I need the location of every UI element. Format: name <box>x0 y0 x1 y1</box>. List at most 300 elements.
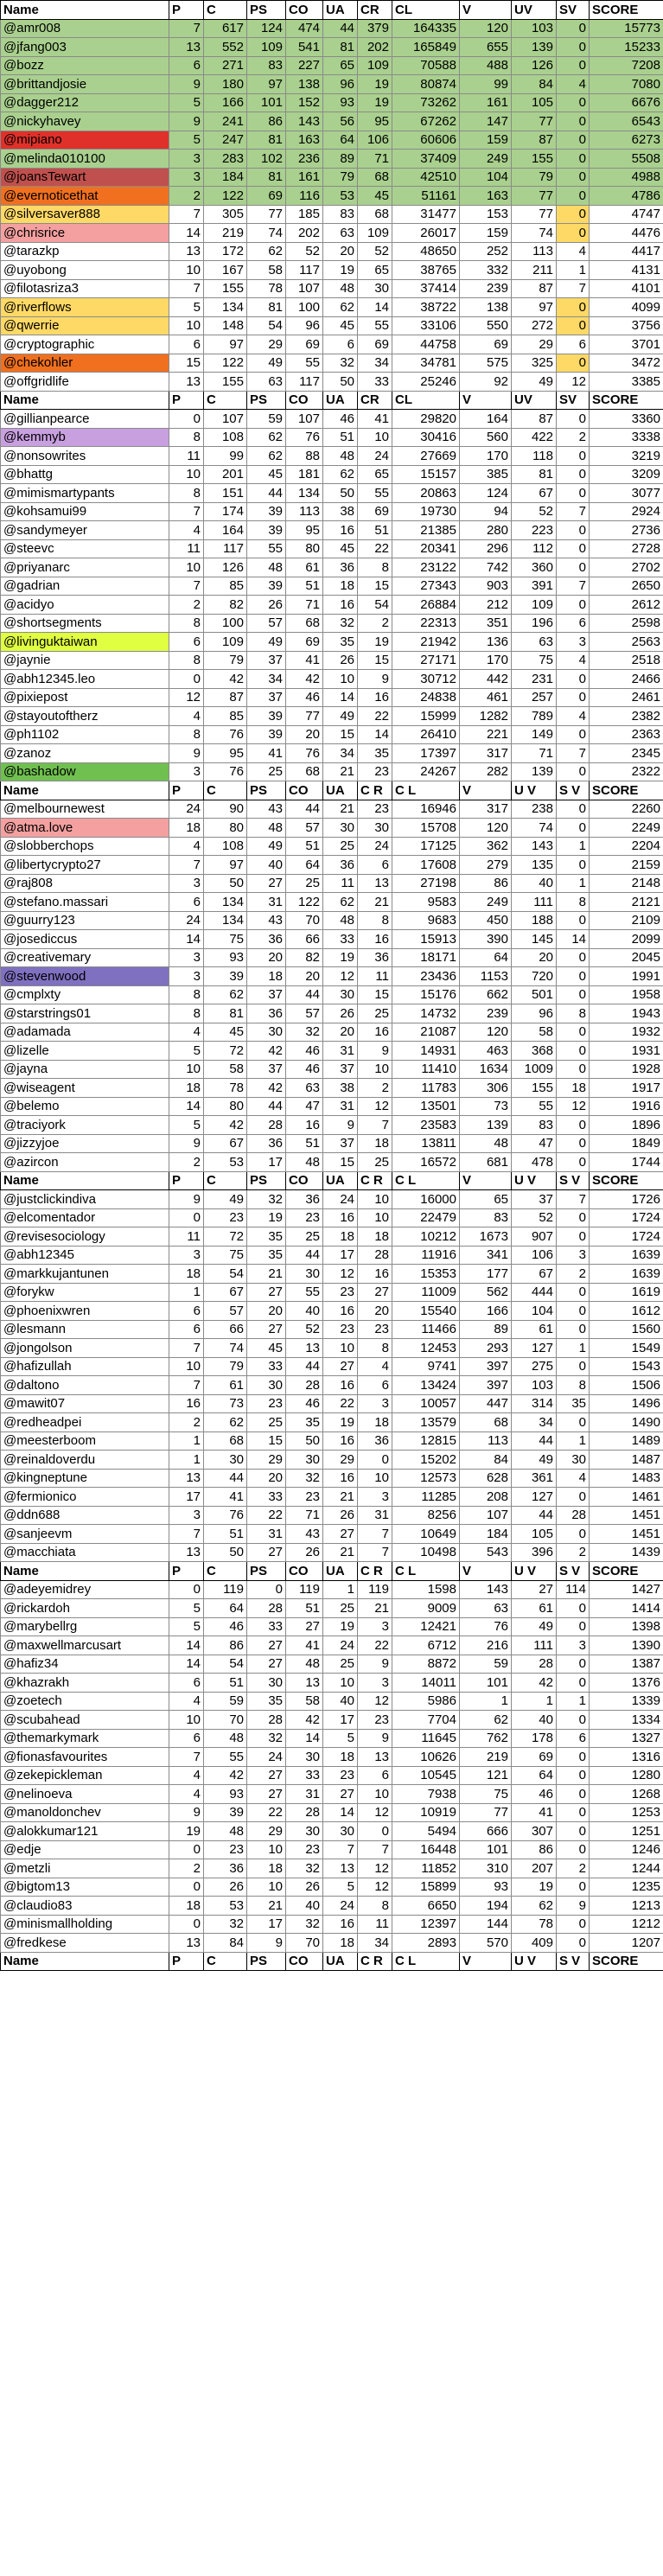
cell-sv: 12 <box>557 1097 590 1116</box>
cell-cr: 109 <box>358 224 392 243</box>
cell-cl: 14931 <box>392 1042 460 1061</box>
user-name-cell: @belemo <box>1 1097 169 1116</box>
cell-p: 5 <box>169 1617 204 1636</box>
cell-sv: 0 <box>557 967 590 986</box>
cell-uv: 83 <box>512 1116 557 1135</box>
cell-uv: 74 <box>512 224 557 243</box>
column-header-cr: C R <box>358 1562 392 1581</box>
cell-p: 10 <box>169 316 204 335</box>
cell-cr: 34 <box>358 1934 392 1953</box>
cell-co: 69 <box>286 335 323 354</box>
cell-uv: 81 <box>512 465 557 484</box>
cell-co: 28 <box>286 1376 323 1395</box>
cell-ps: 30 <box>247 1023 286 1042</box>
cell-cr: 16 <box>358 1023 392 1042</box>
cell-sv: 1 <box>557 837 590 856</box>
cell-p: 6 <box>169 893 204 912</box>
column-header-cl: CL <box>392 1 460 20</box>
table-row <box>1 893 663 912</box>
cell-uv: 111 <box>512 1636 557 1655</box>
cell-ua: 1 <box>323 1580 358 1599</box>
cell-sv: 0 <box>557 1674 590 1693</box>
cell-c: 85 <box>204 577 247 596</box>
table-row <box>1 874 663 893</box>
table-row <box>1 558 663 577</box>
cell-uv: 275 <box>512 1357 557 1376</box>
cell-cl: 16946 <box>392 800 460 819</box>
cell-ua: 37 <box>323 1134 358 1153</box>
cell-v: 184 <box>460 1525 512 1544</box>
column-header-ps: PS <box>247 781 286 800</box>
cell-ps: 81 <box>247 131 286 150</box>
table-row <box>1 168 663 187</box>
column-header-ps: PS <box>247 1171 286 1190</box>
cell-cl: 9583 <box>392 893 460 912</box>
cell-cl: 22479 <box>392 1208 460 1227</box>
cell-score: 1612 <box>590 1302 663 1321</box>
cell-score: 1280 <box>590 1766 663 1785</box>
user-name-cell: @fermionico <box>1 1488 169 1507</box>
cell-ps: 27 <box>247 1636 286 1655</box>
user-name-cell: @mawit07 <box>1 1394 169 1413</box>
column-header-score: SCORE <box>590 1952 663 1971</box>
cell-p: 4 <box>169 1785 204 1804</box>
table-row <box>1 521 663 540</box>
cell-c: 117 <box>204 539 247 558</box>
table-row <box>1 1636 663 1655</box>
cell-c: 164 <box>204 521 247 540</box>
cell-ps: 39 <box>247 502 286 521</box>
cell-cl: 1598 <box>392 1580 460 1599</box>
cell-p: 4 <box>169 521 204 540</box>
cell-p: 7 <box>169 502 204 521</box>
table-row <box>1 1859 663 1878</box>
cell-score: 1451 <box>590 1525 663 1544</box>
cell-c: 78 <box>204 1079 247 1098</box>
cell-score: 1931 <box>590 1042 663 1061</box>
cell-p: 7 <box>169 577 204 596</box>
cell-score: 1253 <box>590 1803 663 1822</box>
cell-c: 64 <box>204 1599 247 1618</box>
table-row <box>1 316 663 335</box>
cell-p: 5 <box>169 298 204 317</box>
cell-ua: 27 <box>323 1785 358 1804</box>
table-row <box>1 1711 663 1730</box>
table-row <box>1 1506 663 1525</box>
table-row <box>1 465 663 484</box>
cell-v: 94 <box>460 502 512 521</box>
cell-uv: 231 <box>512 670 557 689</box>
cell-v: 385 <box>460 465 512 484</box>
cell-p: 8 <box>169 484 204 503</box>
cell-sv: 0 <box>557 1413 590 1432</box>
cell-score: 1398 <box>590 1617 663 1636</box>
cell-ua: 18 <box>323 1748 358 1767</box>
user-name-cell: @sandymeyer <box>1 521 169 540</box>
cell-cl: 11783 <box>392 1079 460 1098</box>
cell-cr: 10 <box>358 428 392 447</box>
cell-sv: 0 <box>557 1525 590 1544</box>
cell-uv: 27 <box>512 1580 557 1599</box>
cell-ps: 28 <box>247 1116 286 1135</box>
cell-ps: 27 <box>247 1283 286 1302</box>
cell-ua: 25 <box>323 1655 358 1674</box>
cell-score: 1207 <box>590 1934 663 1953</box>
cell-v: 252 <box>460 242 512 261</box>
user-name-cell: @bozz <box>1 56 169 75</box>
cell-score: 1439 <box>590 1543 663 1562</box>
cell-uv: 211 <box>512 261 557 280</box>
cell-uv: 188 <box>512 911 557 930</box>
cell-sv: 3 <box>557 1636 590 1655</box>
cell-p: 3 <box>169 874 204 893</box>
cell-sv: 0 <box>557 1153 590 1172</box>
cell-v: 121 <box>460 1766 512 1785</box>
cell-uv: 126 <box>512 56 557 75</box>
cell-p: 7 <box>169 856 204 875</box>
cell-v: 562 <box>460 1283 512 1302</box>
cell-c: 36 <box>204 1859 247 1878</box>
cell-uv: 67 <box>512 1265 557 1284</box>
cell-co: 42 <box>286 670 323 689</box>
cell-score: 2363 <box>590 725 663 744</box>
cell-score: 3385 <box>590 373 663 392</box>
cell-cl: 16572 <box>392 1153 460 1172</box>
cell-v: 570 <box>460 1934 512 1953</box>
cell-ua: 25 <box>323 1599 358 1618</box>
cell-score: 2121 <box>590 893 663 912</box>
user-name-cell: @sanjeevm <box>1 1525 169 1544</box>
cell-v: 120 <box>460 819 512 838</box>
cell-ua: 96 <box>323 75 358 94</box>
cell-ua: 29 <box>323 1451 358 1470</box>
cell-sv: 0 <box>557 1320 590 1339</box>
cell-cl: 16000 <box>392 1190 460 1209</box>
column-header-uv: UV <box>512 1 557 20</box>
table-row <box>1 1488 663 1507</box>
cell-co: 474 <box>286 19 323 38</box>
cell-c: 79 <box>204 651 247 670</box>
user-name-cell: @adamada <box>1 1023 169 1042</box>
cell-ua: 19 <box>323 261 358 280</box>
cell-uv: 69 <box>512 1748 557 1767</box>
cell-co: 541 <box>286 38 323 57</box>
cell-ps: 62 <box>247 447 286 466</box>
cell-v: 194 <box>460 1897 512 1916</box>
cell-v: 296 <box>460 539 512 558</box>
cell-cl: 13501 <box>392 1097 460 1116</box>
table-row <box>1 1042 663 1061</box>
cell-ua: 33 <box>323 930 358 949</box>
cell-cl: 18171 <box>392 948 460 967</box>
cell-sv: 2 <box>557 1859 590 1878</box>
cell-cl: 15353 <box>392 1265 460 1284</box>
user-name-cell: @nonsowrites <box>1 447 169 466</box>
cell-co: 66 <box>286 930 323 949</box>
table-row <box>1 1376 663 1395</box>
user-name-cell: @fionasfavourites <box>1 1748 169 1767</box>
table-row <box>1 1692 663 1711</box>
cell-cr: 7 <box>358 1525 392 1544</box>
user-name-cell: @ph1102 <box>1 725 169 744</box>
cell-uv: 105 <box>512 93 557 112</box>
column-header-sv: S V <box>557 781 590 800</box>
user-name-cell: @markkujantunen <box>1 1265 169 1284</box>
cell-co: 46 <box>286 688 323 707</box>
cell-p: 10 <box>169 1711 204 1730</box>
cell-cr: 23 <box>358 1711 392 1730</box>
cell-p: 13 <box>169 1934 204 1953</box>
cell-ps: 49 <box>247 837 286 856</box>
cell-cl: 26410 <box>392 725 460 744</box>
cell-ua: 40 <box>323 1692 358 1711</box>
user-name-cell: @mimismartypants <box>1 484 169 503</box>
cell-cr: 106 <box>358 131 392 150</box>
column-header-cl: CL <box>392 391 460 410</box>
column-header-sv: SV <box>557 1 590 20</box>
cell-c: 95 <box>204 744 247 763</box>
column-header-name: Name <box>1 1562 169 1581</box>
cell-c: 126 <box>204 558 247 577</box>
cell-uv: 44 <box>512 1431 557 1451</box>
cell-score: 2466 <box>590 670 663 689</box>
cell-cr: 16 <box>358 1265 392 1284</box>
table-row <box>1 1004 663 1023</box>
cell-p: 0 <box>169 1878 204 1897</box>
cell-p: 0 <box>169 410 204 429</box>
cell-ua: 15 <box>323 1153 358 1172</box>
user-name-cell: @starstrings01 <box>1 1004 169 1023</box>
cell-ua: 62 <box>323 465 358 484</box>
cell-score: 2461 <box>590 688 663 707</box>
column-header-p: P <box>169 781 204 800</box>
cell-co: 25 <box>286 1227 323 1247</box>
user-name-cell: @meesterboom <box>1 1431 169 1451</box>
table-row <box>1 150 663 169</box>
cell-ua: 16 <box>323 1469 358 1488</box>
cell-co: 51 <box>286 577 323 596</box>
column-header-v: V <box>460 781 512 800</box>
cell-c: 97 <box>204 856 247 875</box>
cell-ua: 12 <box>323 1265 358 1284</box>
cell-v: 397 <box>460 1357 512 1376</box>
cell-uv: 444 <box>512 1283 557 1302</box>
cell-sv: 0 <box>557 1134 590 1153</box>
header-row <box>1 391 663 410</box>
table-row <box>1 1302 663 1321</box>
cell-cr: 10 <box>358 1060 392 1079</box>
cell-cl: 12453 <box>392 1339 460 1358</box>
cell-c: 99 <box>204 447 247 466</box>
cell-p: 3 <box>169 1246 204 1265</box>
cell-c: 72 <box>204 1227 247 1247</box>
table-row <box>1 1915 663 1934</box>
cell-ps: 32 <box>247 1729 286 1748</box>
cell-uv: 42 <box>512 1674 557 1693</box>
cell-co: 30 <box>286 1451 323 1470</box>
cell-ua: 26 <box>323 1004 358 1023</box>
cell-ua: 79 <box>323 168 358 187</box>
cell-v: 550 <box>460 316 512 335</box>
cell-v: 1 <box>460 1692 512 1711</box>
cell-ps: 37 <box>247 1060 286 1079</box>
cell-p: 6 <box>169 1302 204 1321</box>
cell-ua: 13 <box>323 1859 358 1878</box>
cell-uv: 52 <box>512 502 557 521</box>
cell-score: 2045 <box>590 948 663 967</box>
cell-c: 68 <box>204 1431 247 1451</box>
user-name-cell: @raj808 <box>1 874 169 893</box>
user-name-cell: @stefano.massari <box>1 893 169 912</box>
cell-c: 247 <box>204 131 247 150</box>
cell-cr: 9 <box>358 1655 392 1674</box>
cell-v: 63 <box>460 1599 512 1618</box>
cell-p: 9 <box>169 75 204 94</box>
cell-v: 560 <box>460 428 512 447</box>
cell-ps: 36 <box>247 1004 286 1023</box>
cell-co: 36 <box>286 1190 323 1209</box>
cell-sv: 2 <box>557 1543 590 1562</box>
cell-cr: 2 <box>358 1079 392 1098</box>
cell-p: 1 <box>169 1431 204 1451</box>
table-row <box>1 298 663 317</box>
cell-ps: 36 <box>247 930 286 949</box>
table-row <box>1 688 663 707</box>
cell-co: 152 <box>286 93 323 112</box>
cell-cr: 6 <box>358 1766 392 1785</box>
cell-c: 51 <box>204 1674 247 1693</box>
cell-v: 317 <box>460 744 512 763</box>
cell-uv: 149 <box>512 725 557 744</box>
cell-p: 7 <box>169 1376 204 1395</box>
cell-cl: 27171 <box>392 651 460 670</box>
cell-uv: 501 <box>512 985 557 1004</box>
user-name-cell: @dagger212 <box>1 93 169 112</box>
cell-ua: 64 <box>323 131 358 150</box>
cell-v: 83 <box>460 1208 512 1227</box>
cell-p: 10 <box>169 465 204 484</box>
cell-cr: 10 <box>358 1208 392 1227</box>
user-name-cell: @slobberchops <box>1 837 169 856</box>
cell-score: 1932 <box>590 1023 663 1042</box>
cell-p: 14 <box>169 1636 204 1655</box>
cell-sv: 30 <box>557 1451 590 1470</box>
cell-score: 1724 <box>590 1227 663 1247</box>
cell-ps: 20 <box>247 948 286 967</box>
cell-p: 5 <box>169 131 204 150</box>
cell-sv: 0 <box>557 800 590 819</box>
cell-sv: 0 <box>557 1915 590 1934</box>
cell-score: 1327 <box>590 1729 663 1748</box>
cell-ps: 15 <box>247 1431 286 1451</box>
cell-uv: 106 <box>512 1246 557 1265</box>
cell-p: 8 <box>169 985 204 1004</box>
cell-cr: 18 <box>358 1134 392 1153</box>
cell-ps: 29 <box>247 1822 286 1841</box>
cell-p: 3 <box>169 150 204 169</box>
cell-ua: 27 <box>323 1357 358 1376</box>
cell-ua: 46 <box>323 410 358 429</box>
cell-c: 241 <box>204 112 247 131</box>
cell-cr: 8 <box>358 911 392 930</box>
column-header-uv: U V <box>512 1952 557 1971</box>
cell-p: 7 <box>169 279 204 298</box>
cell-ps: 18 <box>247 1859 286 1878</box>
cell-cl: 11852 <box>392 1859 460 1878</box>
cell-c: 172 <box>204 242 247 261</box>
user-name-cell: @tarazkp <box>1 242 169 261</box>
column-header-score: SCORE <box>590 1171 663 1190</box>
column-header-name: Name <box>1 391 169 410</box>
cell-ua: 18 <box>323 577 358 596</box>
cell-ua: 23 <box>323 1766 358 1785</box>
cell-ua: 11 <box>323 874 358 893</box>
cell-co: 55 <box>286 354 323 373</box>
cell-uv: 58 <box>512 1023 557 1042</box>
column-header-co: CO <box>286 1171 323 1190</box>
cell-sv: 0 <box>557 1227 590 1247</box>
table-row <box>1 335 663 354</box>
cell-ua: 16 <box>323 1208 358 1227</box>
cell-sv: 0 <box>557 819 590 838</box>
table-row <box>1 1766 663 1785</box>
cell-ua: 10 <box>323 670 358 689</box>
column-header-ps: PS <box>247 1562 286 1581</box>
column-header-v: V <box>460 1952 512 1971</box>
cell-p: 18 <box>169 1079 204 1098</box>
cell-uv: 97 <box>512 298 557 317</box>
user-name-cell: @rickardoh <box>1 1599 169 1618</box>
cell-uv: 62 <box>512 1897 557 1916</box>
cell-c: 67 <box>204 1134 247 1153</box>
cell-co: 41 <box>286 651 323 670</box>
cell-cl: 30712 <box>392 670 460 689</box>
cell-sv: 0 <box>557 1357 590 1376</box>
cell-c: 552 <box>204 38 247 57</box>
cell-v: 139 <box>460 1116 512 1135</box>
cell-cr: 36 <box>358 1431 392 1451</box>
cell-co: 63 <box>286 1079 323 1098</box>
cell-c: 58 <box>204 1060 247 1079</box>
cell-uv: 37 <box>512 1190 557 1209</box>
cell-cl: 73262 <box>392 93 460 112</box>
cell-score: 2598 <box>590 614 663 633</box>
cell-cr: 51 <box>358 521 392 540</box>
cell-cl: 10545 <box>392 1766 460 1785</box>
cell-co: 76 <box>286 744 323 763</box>
cell-score: 2345 <box>590 744 663 763</box>
cell-v: 282 <box>460 762 512 781</box>
cell-co: 58 <box>286 1692 323 1711</box>
cell-v: 69 <box>460 335 512 354</box>
cell-p: 3 <box>169 1506 204 1525</box>
cell-co: 95 <box>286 521 323 540</box>
cell-sv: 0 <box>557 316 590 335</box>
cell-cr: 24 <box>358 837 392 856</box>
cell-co: 32 <box>286 1859 323 1878</box>
cell-ua: 5 <box>323 1729 358 1748</box>
cell-co: 30 <box>286 1265 323 1284</box>
cell-sv: 0 <box>557 1060 590 1079</box>
user-name-cell: @chrisrice <box>1 224 169 243</box>
cell-uv: 907 <box>512 1227 557 1247</box>
cell-uv: 360 <box>512 558 557 577</box>
table-row <box>1 762 663 781</box>
user-name-cell: @gadrian <box>1 577 169 596</box>
cell-sv: 1 <box>557 1692 590 1711</box>
header-row <box>1 1562 663 1581</box>
user-name-cell: @priyanarc <box>1 558 169 577</box>
